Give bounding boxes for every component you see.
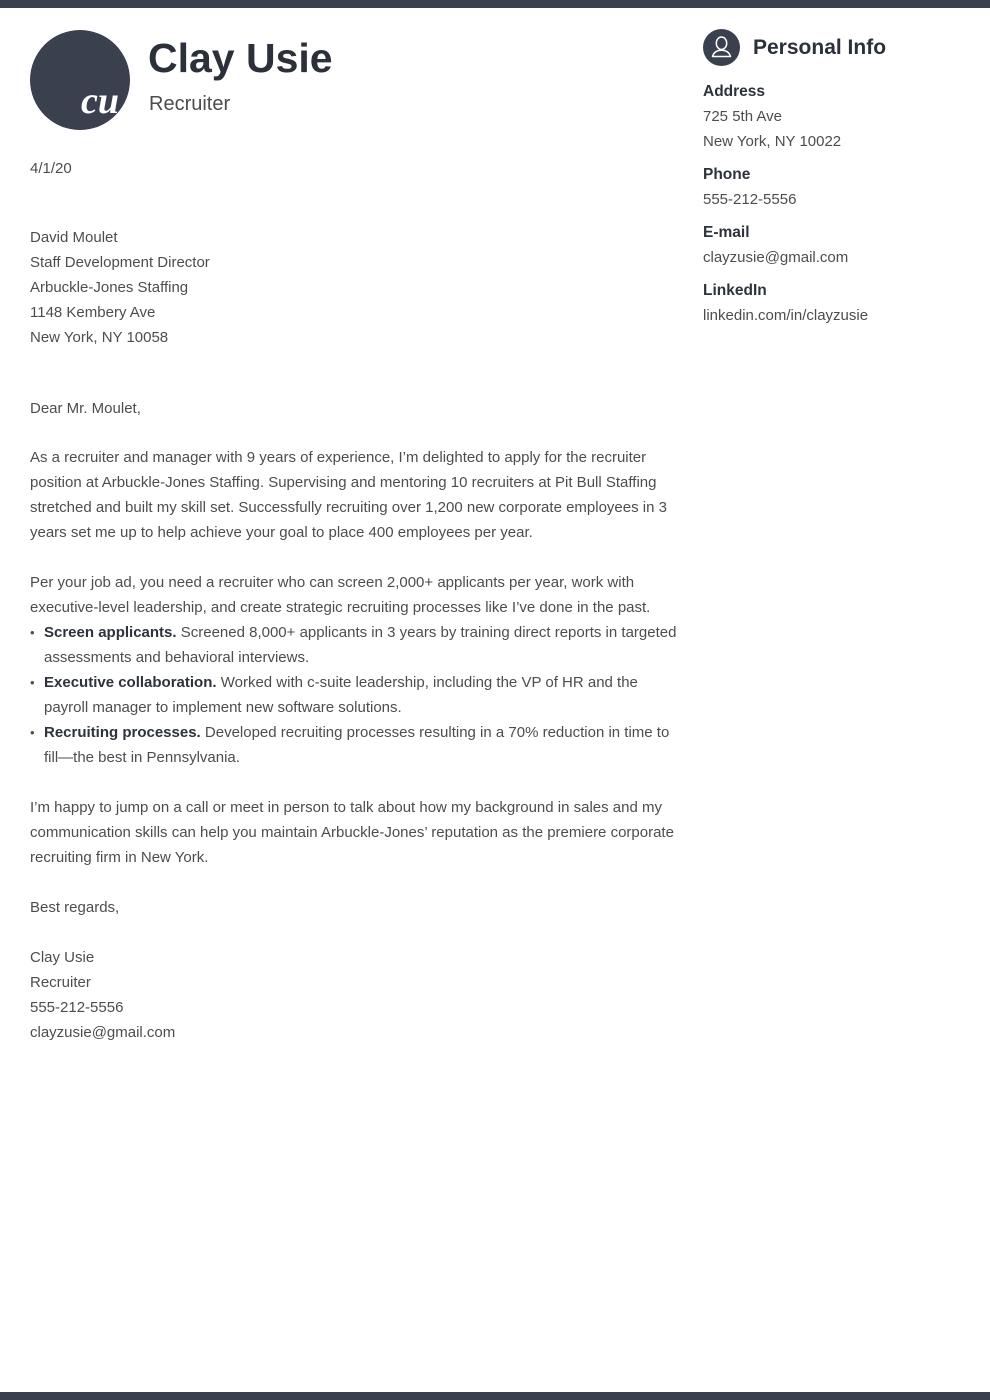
sidebar-title: Personal Info <box>753 35 887 59</box>
signature-title: Recruiter <box>30 974 91 991</box>
person-icon <box>703 29 740 66</box>
list-item <box>30 720 678 770</box>
list-item-lead: Executive collaboration. <box>44 674 217 691</box>
signature-name: Clay Usie <box>30 949 95 966</box>
top-accent-bar <box>0 0 990 8</box>
list-item-detail: Screened 8,000+ applicants in 3 years by training direct reports in targeted assessments and behavioral interviews. <box>44 624 677 666</box>
paragraph-job-ad: Per your job ad, you need a recruiter who can screen 2,000+ applicants per year, work with executive-level leadership, and create strategic recruiting processes like I’ve done in the past. <box>30 574 651 616</box>
list-item-detail: Developed recruiting processes resulting in a 70% reduction in time to fill—the best in Pennsylvania. <box>44 724 670 766</box>
sidebar-label: LinkedIn <box>703 282 767 299</box>
list-item-text <box>44 620 678 670</box>
list-item <box>30 670 678 720</box>
recipient-block <box>30 225 210 350</box>
sidebar-label: Address <box>703 83 766 100</box>
sidebar-sections <box>703 79 973 328</box>
recipient-name: David Moulet <box>30 229 118 246</box>
recipient-street: 1148 Kembery Ave <box>30 304 156 321</box>
list-item-lead: Screen applicants. <box>44 624 177 641</box>
sidebar-header <box>703 29 973 66</box>
phone-value: 555-212-5556 <box>703 191 797 208</box>
address-line: New York, NY 10022 <box>703 133 842 150</box>
sidebar-section-linkedin <box>703 278 973 328</box>
list-item-text <box>44 670 678 720</box>
bullet-icon: • <box>30 725 35 740</box>
linkedin-value: linkedin.com/in/clayzusie <box>703 307 869 324</box>
job-title: Recruiter <box>149 93 231 115</box>
avatar-initials: cu <box>81 80 119 122</box>
signature-email: clayzusie@gmail.com <box>30 1024 176 1041</box>
list-item-lead: Recruiting processes. <box>44 724 201 741</box>
sidebar-section-address <box>703 79 973 154</box>
greeting: Dear Mr. Moulet, <box>30 400 141 417</box>
sidebar-label: Phone <box>703 166 751 183</box>
bottom-accent-bar <box>0 1392 990 1400</box>
recipient-city: New York, NY 10058 <box>30 329 169 346</box>
sidebar-section-phone <box>703 162 973 212</box>
bullet-icon: • <box>30 675 35 690</box>
list-item-detail: Worked with c-suite leadership, including the VP of HR and the payroll manager to implement new software solutions. <box>44 674 638 716</box>
achievements-list <box>30 620 678 770</box>
list-item <box>30 620 678 670</box>
address-line: 725 5th Ave <box>703 108 782 125</box>
recipient-company: Arbuckle-Jones Staffing <box>30 279 189 296</box>
recipient-title: Staff Development Director <box>30 254 210 271</box>
list-item-text <box>44 720 678 770</box>
sidebar-section-email <box>703 220 973 270</box>
letter-date: 4/1/20 <box>30 160 72 177</box>
personal-info-sidebar <box>703 29 973 336</box>
sidebar-label: E-mail <box>703 224 750 241</box>
paragraph-intro: As a recruiter and manager with 9 years of experience, I’m delighted to apply for the recruiter position at Arbuckle-Jones Staffing. Supervising and mentoring 10 recruiters at Pit Bull Staffing stretched and built my skill set. Successfully recruiting over 1,200 new corporate employees in 3 years set me up to help achieve your goal to place 400 employees per year. <box>30 449 667 541</box>
bullet-icon: • <box>30 625 35 640</box>
paragraph-call-to-action: I’m happy to jump on a call or meet in person to talk about how my background in sales and my communication skills can help you maintain Arbuckle-Jones’ reputation as the premiere corporate recruiting firm in New York. <box>30 799 674 866</box>
page-title: Clay Usie <box>148 35 333 81</box>
email-value: clayzusie@gmail.com <box>703 249 849 266</box>
avatar <box>30 30 130 130</box>
closing: Best regards, <box>30 899 120 916</box>
signature-block <box>30 945 175 1045</box>
signature-phone: 555-212-5556 <box>30 999 124 1016</box>
